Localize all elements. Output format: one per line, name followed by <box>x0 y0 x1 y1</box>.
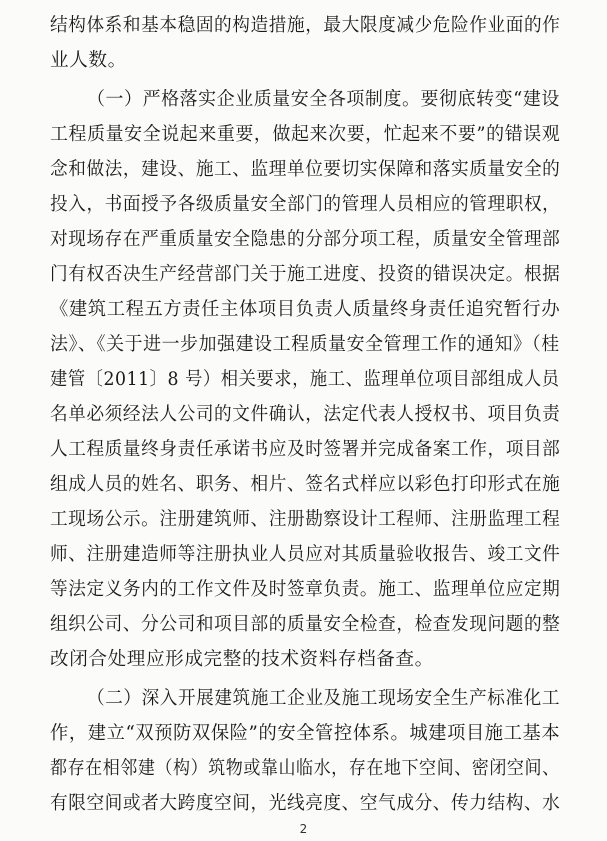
text-line: 法》、《关于进一步加强建设工程质量安全管理工作的通知》（桂 <box>50 334 560 355</box>
text-line: 业人数。 <box>50 50 127 71</box>
text-line: 师、注册建造师等注册执业人员应对其质量验收报告、竣工文件 <box>50 544 561 565</box>
text-line: 工现场公示。注册建筑师、注册勘察设计工程师、注册监理工程 <box>50 509 561 530</box>
text-line: 都存在相邻建（构）筑物或靠山临水，存在地下空间、密闭空间、 <box>50 758 560 779</box>
text-line: 工程质量安全说起来重要，做起来次要，忙起来不要”的错误观 <box>50 124 561 145</box>
text-line: 念和做法，建设、施工、监理单位要切实保障和落实质量安全的 <box>50 159 561 180</box>
text-line: 组织公司、分公司和项目部的质量安全检查，检查发现问题的整 <box>50 614 561 635</box>
text-line: 等法定义务内的工作文件及时签章负责。施工、监理单位应定期 <box>50 579 561 600</box>
paragraph-heading-2: （二）深入开展建筑施工企业及施工现场安全生产标准化工 <box>87 688 561 709</box>
text-line: 结构体系和基本稳固的构造措施，最大限度减少危险作业面的作 <box>50 15 561 36</box>
paragraph-heading-1: （一）严格落实企业质量安全各项制度。要彻底转变“建设 <box>87 89 560 110</box>
text-line: 投入，书面授予各级质量安全部门的管理人员相应的管理职权， <box>50 194 561 215</box>
text-line: 名单必须经法人公司的文件确认，法定代表人授权书、项目负责 <box>50 404 561 425</box>
text-line: 组成人员的姓名、职务、相片、签名式样应以彩色打印形式在施 <box>50 474 561 495</box>
text-line: 建管〔2011〕8 号）相关要求，施工、监理单位项目部组成人员 <box>50 369 560 390</box>
text-line: 对现场存在严重质量安全隐患的分部分项工程，质量安全管理部 <box>50 229 561 250</box>
page-number: 2 <box>299 822 308 836</box>
text-line: 人工程质量终身责任承诺书应及时签署并完成备案工作，项目部 <box>50 439 561 460</box>
text-line: 门有权否决生产经营部门关于施工进度、投资的错误决定。根据 <box>50 264 561 285</box>
text-line: 有限空间或者大跨度空间，光线亮度、空气成分、传力结构、水 <box>50 793 561 814</box>
text-line: 作，建立“双预防双保险”的安全管控体系。城建项目施工基本 <box>50 723 561 744</box>
text-line: 《建筑工程五方责任主体项目负责人质量终身责任追究暂行办 <box>50 299 561 320</box>
text-line: 改闭合处理应形成完整的技术资料存档备查。 <box>50 649 434 670</box>
